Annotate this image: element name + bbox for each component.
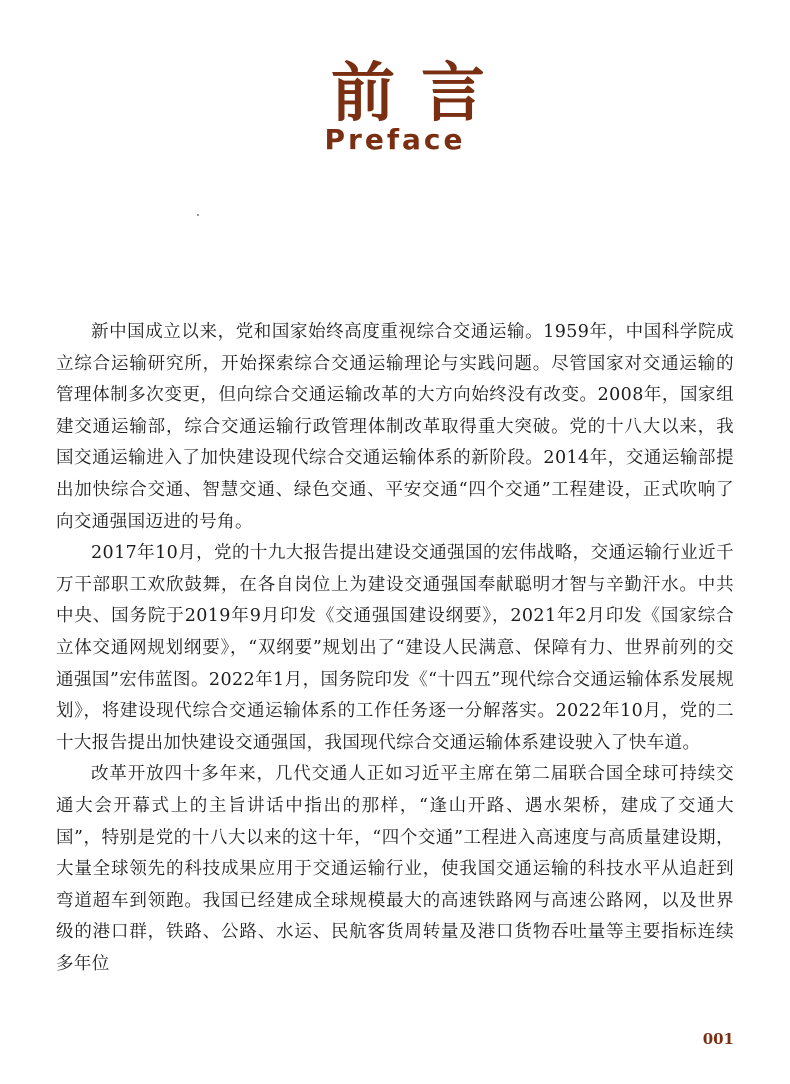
paragraph-3: 改革开放四十多年来，几代交通人正如习近平主席在第二届联合国全球可持续交通大会开幕式上的主旨讲话中指出的那样，“逢山开路、遇水架桥，建成了交通大国”，特别是党的十八大以来的这十年，“四个交通”工程进入高速度与高质量建设期，大量全球领先的科技成果应用于交通运输行业，使我国交通运输的科技水平从追赶到弯道超车到领跑。我国已经建成全球规模最大的高速铁路网与高速公路网，以及世界级的港口群，铁路、公路、水运、民航客货周转量及港口货物吞吐量等主要指标连续多年位 [56, 764, 734, 974]
chinese-title: 前言 [331, 56, 511, 131]
page-number: 001 [702, 1030, 734, 1048]
paragraph-1: 新中国成立以来，党和国家始终高度重视综合交通运输。1959年，中国科学院成立综合运输研究所，开始探索综合交通运输理论与实践问题。尽管国家对交通运输的管理体制多次变更，但向综合交通运输改革的大方向始终没有改变。2008年，国家组建交通运输部，综合交通运输行政管理体制改革取得重大突破。党的十八大以来，我国交通运输进入了加快建设现代综合交通运输体系的新阶段。2014年，交通运输部提出加快综合交通、智慧交通、绿色交通、平安交通“四个交通”工程建设，正式吹响了向交通强国迈进的号角。 [56, 322, 734, 532]
print-speck [197, 214, 199, 216]
body-text [56, 317, 734, 980]
paragraph-2: 2017年10月，党的十九大报告提出建设交通强国的宏伟战略，交通运输行业近千万干部职工欢欣鼓舞，在各自岗位上为建设交通强国奉献聪明才智与辛勤汗水。中共中央、国务院于2019年9月印发《交通强国建设纲要》，2021年2月印发《国家综合立体交通网规划纲要》，“双纲要”规划出了“建设人民满意、保障有力、世界前列的交通强国”宏伟蓝图。2022年1月，国务院印发《“十四五”现代综合交通运输体系发展规划》，将建设现代综合交通运输体系的工作任务逐一分解落实。2022年10月，党的二十大报告提出加快建设交通强国，我国现代综合交通运输体系建设驶入了快车道。 [56, 543, 734, 753]
english-title: Preface [324, 123, 466, 156]
